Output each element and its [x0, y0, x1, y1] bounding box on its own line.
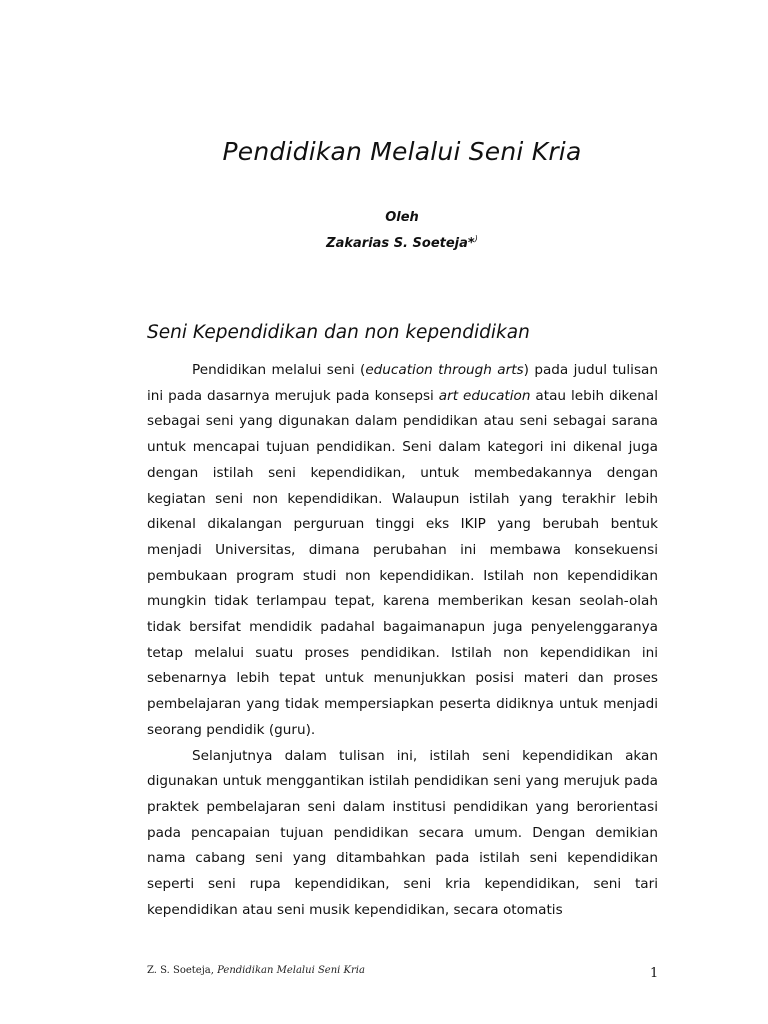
author-footnote-mark: ): [474, 234, 478, 243]
paragraph-1-text-c: atau lebih dikenal sebagai seni yang digunakan dalam pendidikan atau seni sebagai sarana untuk mencapai tujuan pendidikan. Seni dalam kategori ini dikenal juga dengan istilah seni kependidikan, untuk membedakannya dengan kegiatan seni non kependidikan. Walaupun istilah yang terakhir lebih dikenal dikalangan perguruan tinggi eks IKIP yang berubah bentuk menjadi Universitas, dimana perubahan ini membawa konsekuensi pembukaan program studi non kependidikan. Istilah non kependidikan mungkin tidak terlampau tepat, karena memberikan kesan seolah-olah tidak bersifat mendidik padahal bagaimanapun juga penyelenggaranya tetap melalui suatu proses pendidikan. Istilah non kependidikan ini sebenarnya lebih tepat untuk menunjukkan posisi materi dan proses pembelajaran yang tidak mempersiapkan peserta didiknya untuk menjadi seorang pendidik (guru).: [147, 387, 658, 738]
paragraph-1-text-a: Pendidikan melalui seni (: [192, 362, 366, 378]
paragraph-1-text-b: ) pada judul tulisan ini pada dasarnya merujuk pada konsepsi: [147, 362, 658, 404]
document-title: Pendidikan Melalui Seni Kria: [222, 137, 582, 166]
author-name: [0, 234, 768, 251]
byline-label: Oleh: [385, 210, 419, 225]
section-heading: Seni Kependidikan dan non kependidikan: [147, 322, 530, 343]
paragraph-1: [147, 358, 658, 744]
footer-title: Pendidikan Melalui Seni Kria: [217, 965, 365, 976]
paragraph-2: Selanjutnya dalam tulisan ini, istilah seni kependidikan akan digunakan untuk menggantikan istilah pendidikan seni yang merujuk pada praktek pembelajaran seni dalam institusi pendidikan yang berorientasi pada pencapaian tujuan pendidikan secara umum. Dengan demikian nama cabang seni yang ditambahkan pada istilah seni kependidikan seperti seni rupa kependidikan, seni kria kependidikan, seni tari kependidikan atau seni musik kependidikan, secara otomatis: [147, 747, 658, 918]
footer-author: Z. S. Soeteja,: [147, 965, 218, 976]
page-number: 1: [650, 966, 659, 981]
paragraph-1-italic-a: education through arts: [365, 362, 524, 378]
author-name-text: Zakarias S. Soeteja*: [326, 236, 475, 251]
body-text: [147, 358, 658, 923]
paragraph-1-italic-b: art education: [438, 387, 531, 404]
page-footer: [147, 965, 365, 976]
